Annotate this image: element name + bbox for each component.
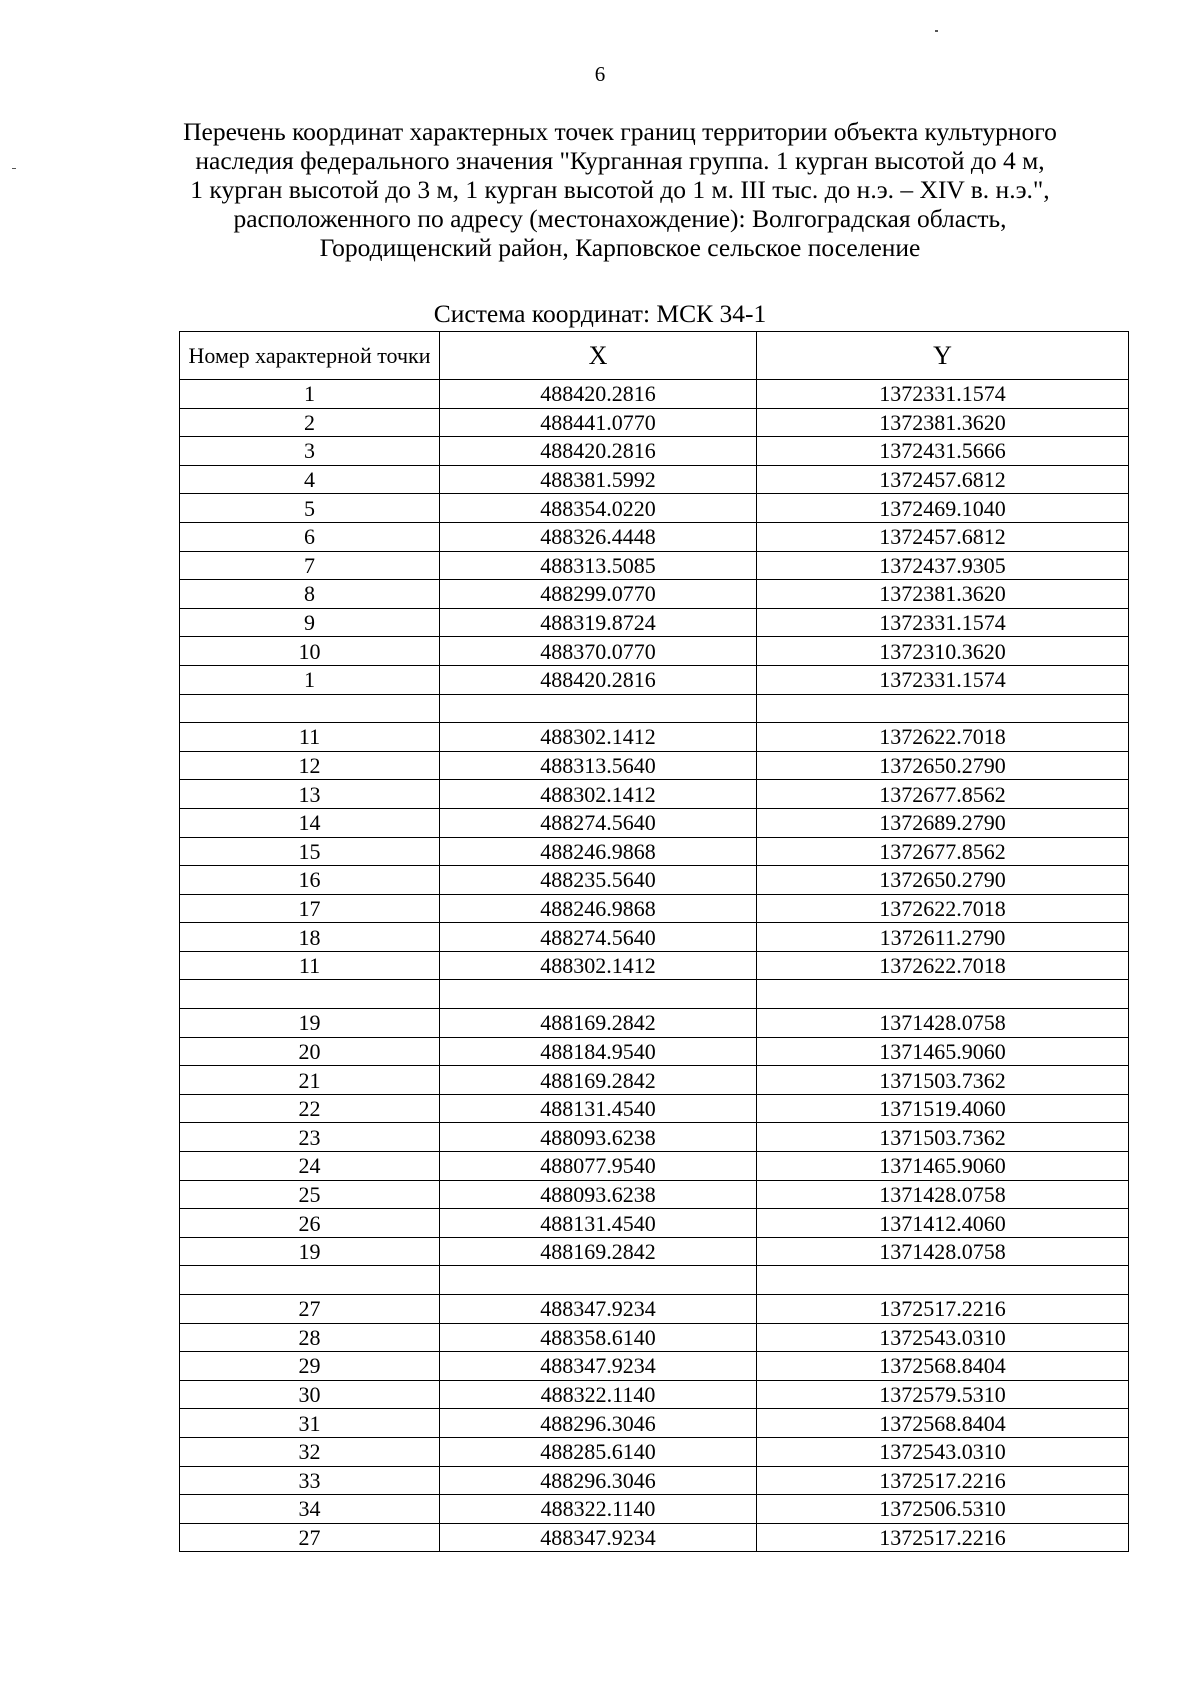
cell-y: 1371428.0758 [757,1009,1129,1038]
cell-x [440,694,757,723]
cell-point-number: 11 [180,723,440,752]
cell-x: 488285.6140 [440,1437,757,1466]
cell-x: 488347.9234 [440,1523,757,1552]
cell-y: 1372677.8562 [757,837,1129,866]
table-row [180,1237,1129,1266]
cell-point-number: 7 [180,551,440,580]
heading-line: 1 курган высотой до 3 м, 1 курган высотой до 1 м. III тыс. до н.э. – XIV в. н.э.", [190,175,1050,204]
cell-y [757,1266,1129,1295]
cell-x: 488420.2816 [440,665,757,694]
cell-y: 1371465.9060 [757,1152,1129,1181]
page-number: 6 [594,62,606,86]
cell-y: 1372506.5310 [757,1495,1129,1524]
cell-point-number: 30 [180,1380,440,1409]
cell-y: 1372517.2216 [757,1295,1129,1324]
cell-point-number: 19 [180,1237,440,1266]
scan-speck [935,30,938,32]
table-row [180,1352,1129,1381]
cell-x: 488093.6238 [440,1180,757,1209]
cell-point-number: 34 [180,1495,440,1524]
cell-x: 488313.5085 [440,551,757,580]
heading-line: расположенного по адресу (местонахождение): Волгоградская область, [233,204,1007,233]
cell-y: 1372381.3620 [757,408,1129,437]
cell-x: 488319.8724 [440,608,757,637]
cell-y: 1372543.0310 [757,1323,1129,1352]
cell-point-number: 31 [180,1409,440,1438]
cell-x [440,1266,757,1295]
cell-y: 1372543.0310 [757,1437,1129,1466]
cell-point-number: 27 [180,1295,440,1324]
cell-y: 1371428.0758 [757,1237,1129,1266]
cell-point-number: 23 [180,1123,440,1152]
cell-point-number: 9 [180,608,440,637]
cell-point-number: 27 [180,1523,440,1552]
table-row [180,951,1129,980]
cell-point-number: 2 [180,408,440,437]
cell-x: 488302.1412 [440,723,757,752]
table-row [180,522,1129,551]
cell-point-number: 28 [180,1323,440,1352]
cell-x: 488322.1140 [440,1495,757,1524]
heading-line: наследия федерального значения "Курганная группа. 1 курган высотой до 4 м, [195,146,1045,175]
cell-x: 488347.9234 [440,1352,757,1381]
coordinate-system-caption: Система координат: МСК 34-1 [433,299,767,328]
cell-y: 1371519.4060 [757,1094,1129,1123]
cell-y: 1372579.5310 [757,1380,1129,1409]
cell-x: 488347.9234 [440,1295,757,1324]
cell-point-number: 33 [180,1466,440,1495]
cell-y: 1372650.2790 [757,751,1129,780]
table-row [180,1466,1129,1495]
cell-y: 1372517.2216 [757,1523,1129,1552]
cell-point-number: 26 [180,1209,440,1238]
cell-point-number: 17 [180,894,440,923]
table-row [180,1123,1129,1152]
table-row [180,1152,1129,1181]
cell-point-number: 12 [180,751,440,780]
cell-x: 488420.2816 [440,380,757,409]
table-row [180,494,1129,523]
table-row [180,894,1129,923]
cell-y: 1372689.2790 [757,808,1129,837]
table-row [180,665,1129,694]
cell-point-number [180,980,440,1009]
table-row [180,580,1129,609]
cell-x: 488354.0220 [440,494,757,523]
table-row [180,780,1129,809]
cell-x: 488246.9868 [440,837,757,866]
cell-point-number: 1 [180,380,440,409]
cell-y: 1372677.8562 [757,780,1129,809]
cell-point-number: 21 [180,1066,440,1095]
cell-point-number: 11 [180,951,440,980]
cell-y: 1372331.1574 [757,665,1129,694]
cell-point-number: 22 [180,1094,440,1123]
table-row [180,1380,1129,1409]
table-row [180,837,1129,866]
cell-x: 488274.5640 [440,923,757,952]
cell-point-number: 13 [180,780,440,809]
table-row [180,380,1129,409]
cell-x: 488381.5992 [440,465,757,494]
table-header-row [180,332,1129,380]
table-row [180,1066,1129,1095]
table-row [180,1209,1129,1238]
table-row [180,1409,1129,1438]
cell-x: 488184.9540 [440,1037,757,1066]
table-row [180,465,1129,494]
cell-x: 488169.2842 [440,1009,757,1038]
cell-y: 1372568.8404 [757,1352,1129,1381]
cell-x: 488235.5640 [440,866,757,895]
cell-x: 488302.1412 [440,780,757,809]
cell-y [757,694,1129,723]
cell-point-number: 10 [180,637,440,666]
cell-point-number: 18 [180,923,440,952]
cell-point-number: 32 [180,1437,440,1466]
scan-speck [12,168,16,169]
table-row [180,1523,1129,1552]
cell-y: 1371428.0758 [757,1180,1129,1209]
cell-point-number: 1 [180,665,440,694]
table-row [180,608,1129,637]
cell-x: 488093.6238 [440,1123,757,1152]
cell-point-number [180,694,440,723]
cell-point-number: 4 [180,465,440,494]
cell-x: 488299.0770 [440,580,757,609]
table-body [180,380,1129,1552]
table-row [180,437,1129,466]
table-row [180,1295,1129,1324]
cell-x: 488296.3046 [440,1466,757,1495]
cell-y: 1372310.3620 [757,637,1129,666]
cell-x: 488313.5640 [440,751,757,780]
header-y: Y [757,332,1129,380]
cell-x: 488322.1140 [440,1380,757,1409]
table-row [180,1180,1129,1209]
cell-point-number: 8 [180,580,440,609]
cell-x: 488370.0770 [440,637,757,666]
cell-y: 1372331.1574 [757,380,1129,409]
coordinates-table [179,331,1129,1552]
table-row [180,551,1129,580]
table-row [180,866,1129,895]
cell-point-number: 3 [180,437,440,466]
cell-point-number [180,1266,440,1295]
cell-y: 1372381.3620 [757,580,1129,609]
cell-y: 1372457.6812 [757,522,1129,551]
table-row [180,1009,1129,1038]
cell-point-number: 5 [180,494,440,523]
cell-y: 1371503.7362 [757,1066,1129,1095]
cell-y: 1372431.5666 [757,437,1129,466]
cell-y: 1372622.7018 [757,894,1129,923]
cell-point-number: 16 [180,866,440,895]
cell-point-number: 29 [180,1352,440,1381]
cell-y: 1371465.9060 [757,1037,1129,1066]
table-row [180,1437,1129,1466]
cell-y: 1372568.8404 [757,1409,1129,1438]
table-row [180,1094,1129,1123]
cell-point-number: 15 [180,837,440,866]
cell-y: 1371412.4060 [757,1209,1129,1238]
cell-x: 488077.9540 [440,1152,757,1181]
table-row [180,1495,1129,1524]
cell-y: 1372437.9305 [757,551,1129,580]
cell-x: 488274.5640 [440,808,757,837]
cell-y: 1372622.7018 [757,951,1129,980]
cell-point-number: 20 [180,1037,440,1066]
table-row [180,637,1129,666]
cell-point-number: 25 [180,1180,440,1209]
cell-y: 1372517.2216 [757,1466,1129,1495]
cell-y: 1372650.2790 [757,866,1129,895]
cell-x [440,980,757,1009]
cell-x: 488302.1412 [440,951,757,980]
cell-y: 1372622.7018 [757,723,1129,752]
cell-point-number: 14 [180,808,440,837]
cell-point-number: 24 [180,1152,440,1181]
cell-point-number: 6 [180,522,440,551]
header-x: X [440,332,757,380]
cell-x: 488296.3046 [440,1409,757,1438]
cell-x: 488169.2842 [440,1066,757,1095]
heading-line: Городищенский район, Карповское сельское поселение [319,233,921,262]
document-heading [120,117,1120,262]
table-row [180,694,1129,723]
cell-x: 488169.2842 [440,1237,757,1266]
table-row [180,1266,1129,1295]
cell-y: 1372457.6812 [757,465,1129,494]
cell-x: 488420.2816 [440,437,757,466]
cell-y: 1372331.1574 [757,608,1129,637]
table-row [180,980,1129,1009]
cell-y: 1372469.1040 [757,494,1129,523]
table-row [180,1037,1129,1066]
cell-x: 488441.0770 [440,408,757,437]
cell-y: 1372611.2790 [757,923,1129,952]
cell-x: 488326.4448 [440,522,757,551]
cell-point-number: 19 [180,1009,440,1038]
table-row [180,923,1129,952]
table-row [180,751,1129,780]
table-row [180,808,1129,837]
header-point-number: Номер характерной точки [180,332,440,380]
table-row [180,1323,1129,1352]
cell-x: 488246.9868 [440,894,757,923]
cell-y [757,980,1129,1009]
table-row [180,408,1129,437]
table-row [180,723,1129,752]
cell-y: 1371503.7362 [757,1123,1129,1152]
cell-x: 488358.6140 [440,1323,757,1352]
cell-x: 488131.4540 [440,1094,757,1123]
cell-x: 488131.4540 [440,1209,757,1238]
heading-line: Перечень координат характерных точек границ территории объекта культурного [183,117,1057,146]
